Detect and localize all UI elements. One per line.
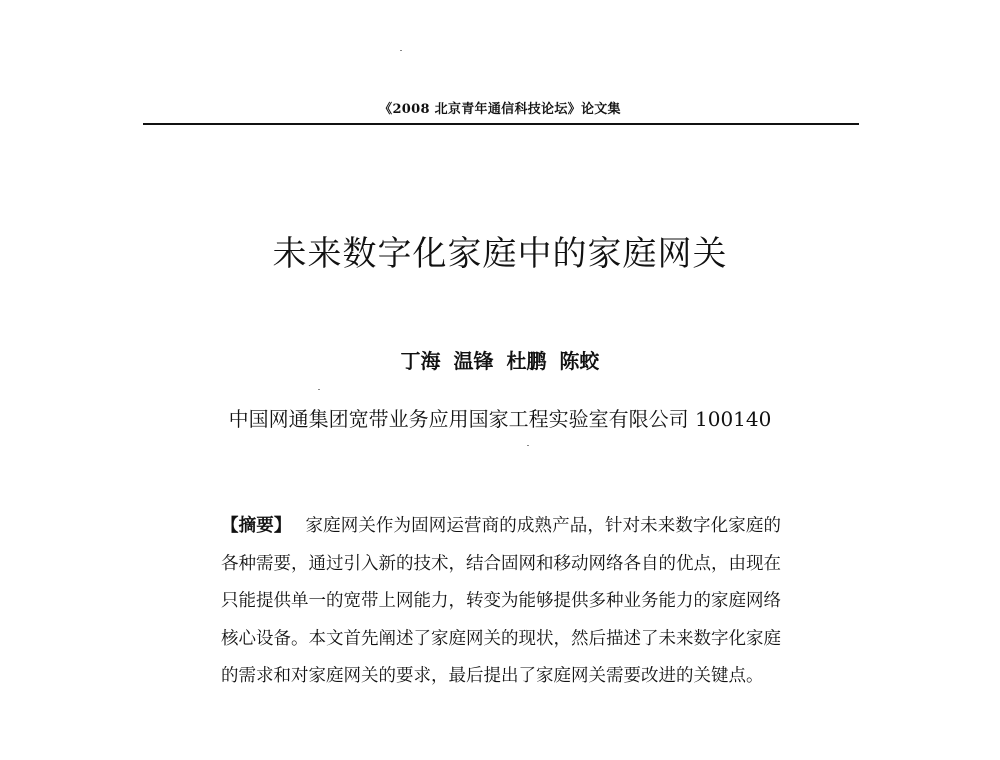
scan-speck bbox=[318, 389, 320, 390]
running-header: 《2008 北京青年通信科技论坛》论文集 bbox=[379, 102, 621, 117]
paper-title: 未来数字化家庭中的家庭网关 bbox=[272, 234, 728, 274]
scan-speck bbox=[527, 445, 529, 446]
paper-authors: 丁海 温锋 杜鹏 陈蛟 bbox=[400, 349, 600, 373]
abstract-text: 家庭网关作为固网运营商的成熟产品，针对未来数字化家庭的各种需要，通过引入新的技术，结合固网和移动网络各自的优点，由现在只能提供单一的宽带上网能力，转变为能够提供多种业务能力的家庭网络核心设备。本文首先阐述了家庭网关的现状，然后描述了未来数字化家庭的需求和对家庭网关的要求，最后提出了家庭网关需要改进的关键点。 bbox=[221, 516, 782, 686]
abstract-block bbox=[221, 508, 781, 696]
abstract-label: 【摘要】 bbox=[221, 516, 292, 536]
header-rule bbox=[143, 123, 859, 125]
paper-affiliation: 中国网通集团宽带业务应用国家工程实验室有限公司 100140 bbox=[228, 407, 772, 431]
scan-speck bbox=[400, 50, 402, 51]
